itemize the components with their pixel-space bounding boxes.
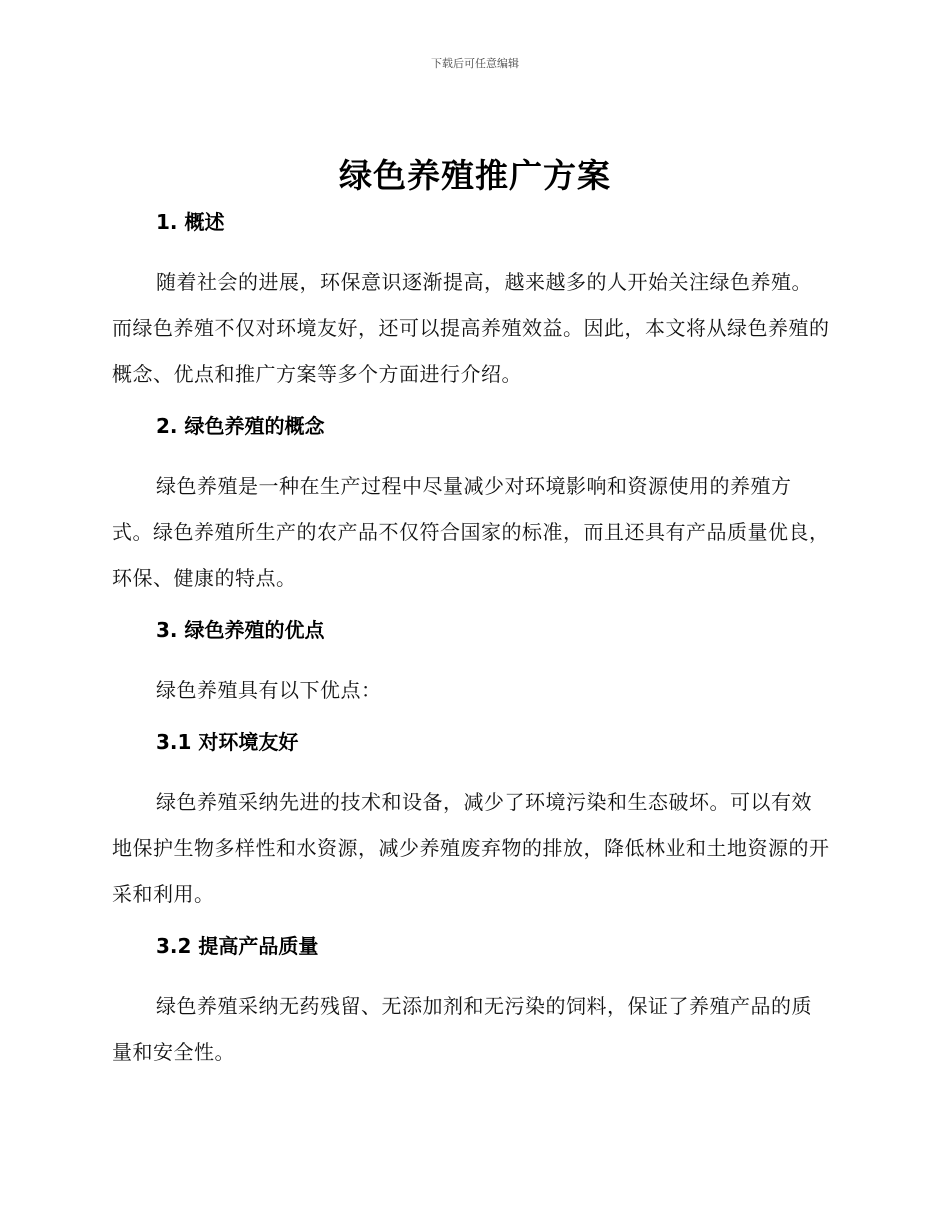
section-heading-quality: 3.2 提高产品质量 [156,934,319,958]
section-heading-environment: 3.1 对环境友好 [156,730,299,754]
paragraph-overview: 随着社会的进展，环保意识逐渐提高，越来越多的人开始关注绿色养殖。而绿色养殖不仅对环境友好，还可以提高养殖效益。因此，本文将从绿色养殖的概念、优点和推广方案等多个方面进行介绍。 [112,270,830,386]
section-heading-advantages: 3. 绿色养殖的优点 [156,618,325,642]
document-title: 绿色养殖推广方案 [339,156,611,195]
header-note: 下载后可任意编辑 [431,57,519,70]
paragraph-quality: 绿色养殖采纳无药残留、无添加剂和无污染的饲料，保证了养殖产品的质量和安全性。 [112,994,812,1064]
section-heading-concept: 2. 绿色养殖的概念 [156,414,325,438]
paragraph-advantages-intro: 绿色养殖具有以下优点： [156,678,382,702]
paragraph-environment: 绿色养殖采纳先进的技术和设备，减少了环境污染和生态破坏。可以有效地保护生物多样性和水资源，减少养殖废弃物的排放，降低林业和土地资源的开采和利用。 [112,790,830,906]
paragraph-concept: 绿色养殖是一种在生产过程中尽量减少对环境影响和资源使用的养殖方式。绿色养殖所生产的农产品不仅符合国家的标准，而且还具有产品质量优良，环保、健康的特点。 [112,474,830,590]
document-body [112,205,830,1075]
section-heading-overview: 1. 概述 [156,210,225,234]
